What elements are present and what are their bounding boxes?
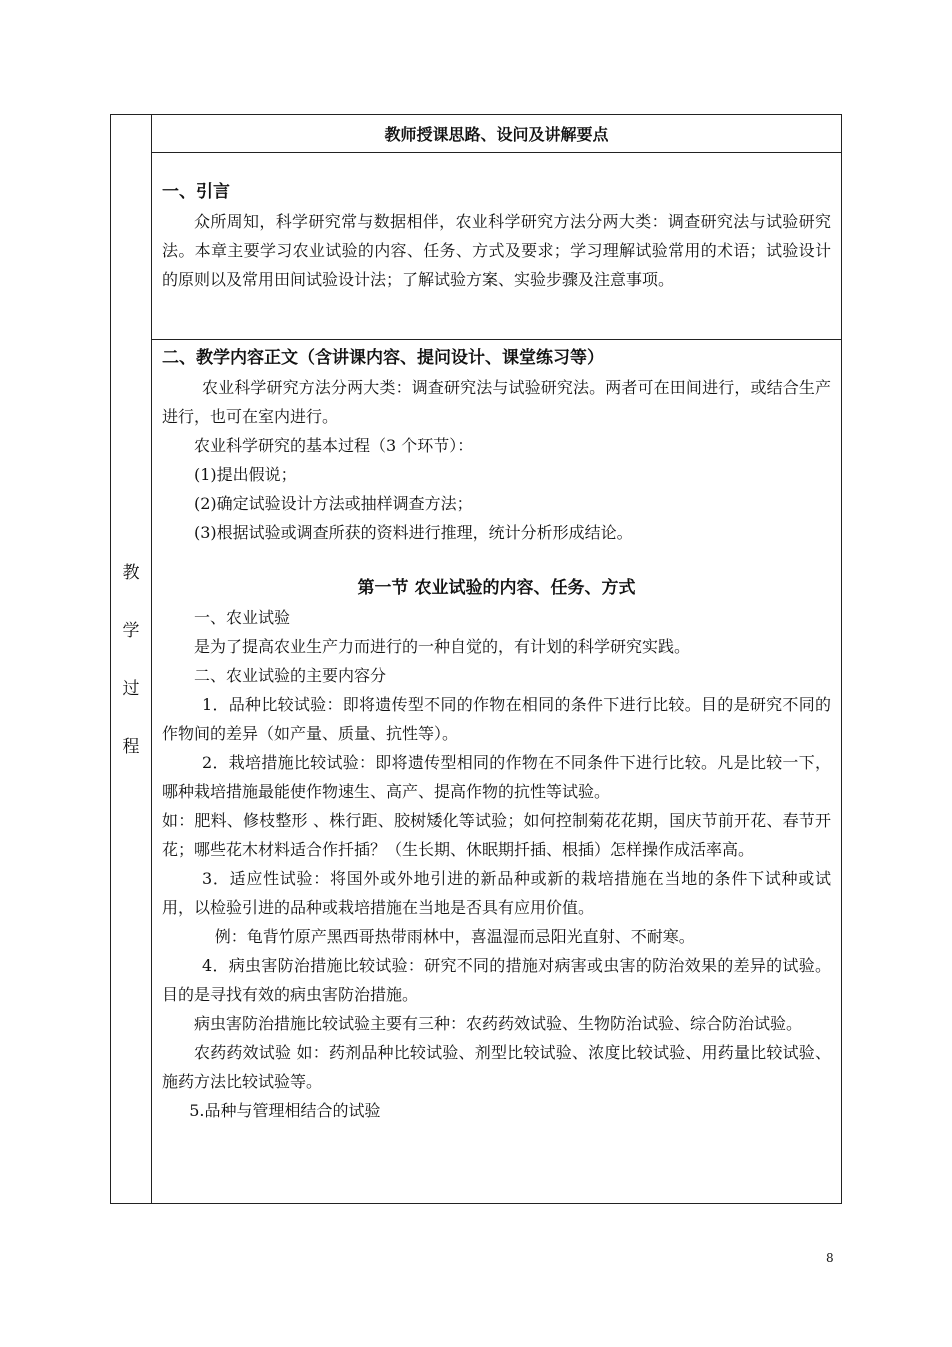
side-column — [111, 115, 152, 1203]
content-example: 如：肥料、修枝整形 、株行距、胶树矮化等试验；如何控制菊花花期，国庆节前开花、春节开花；哪些花木材料适合作扦插？（生长期、休眠期扦插、根插）怎样操作成活率高。 — [162, 811, 831, 859]
step-item: (3)根据试验或调查所获的资料进行推理，统计分析形成结论。 — [194, 523, 633, 542]
content-paragraph: 农药药效试验 如：药剂品种比较试验、剂型比较试验、浓度比较试验、用药量比较试验、施药方法比较试验等。 — [162, 1043, 831, 1091]
content-item: 3．适应性试验：将国外或外地引进的新品种或新的栽培措施在当地的条件下试种或试用，以检验引进的品种或栽培措施在当地是否具有应用价值。 — [162, 869, 831, 917]
content-item: 5.品种与管理相结合的试验 — [189, 1101, 381, 1120]
content-paragraph: 病虫害防治措施比较试验主要有三种：农药药效试验、生物防治试验、综合防治试验。 — [194, 1014, 803, 1033]
side-char: 程 — [122, 737, 140, 757]
content-item: 2．栽培措施比较试验：即将遗传型相同的作物在不同条件下进行比较。凡是比较一下，哪种栽培措施最能使作物速生、高产、提高作物的抗性等试验。 — [162, 753, 831, 801]
content-item: 4．病虫害防治措施比较试验：研究不同的措施对病害或虫害的防治效果的差异的试验。目的是寻找有效的病虫害防治措施。 — [162, 956, 831, 1004]
subsection-title: 一、农业试验 — [194, 608, 291, 627]
section-title: 第一节 农业试验的内容、任务、方式 — [357, 578, 636, 598]
intro-paragraph: 众所周知，科学研究常与数据相伴，农业科学研究方法分两大类：调查研究法与试验研究法。本章主要学习农业试验的内容、任务、方式及要求；学习理解试验常用的术语；试验设计的原则以及常用田间试验设计法；了解试验方案、实验步骤及注意事项。 — [162, 212, 831, 289]
intro-heading: 一、引言 — [162, 182, 230, 202]
intro-section — [152, 152, 841, 340]
teaching-process-label — [111, 562, 151, 794]
content-example: 例：龟背竹原产黑西哥热带雨林中，喜温湿而忌阳光直射、不耐寒。 — [214, 927, 695, 946]
subsection-title: 二、农业试验的主要内容分 — [194, 666, 387, 685]
content-paragraph: 是为了提高农业生产力而进行的一种自觉的，有计划的科学研究实践。 — [194, 637, 691, 656]
lesson-table — [110, 114, 842, 1204]
content-item: 1．品种比较试验：即将遗传型不同的作物在相同的条件下进行比较。目的是研究不同的作物间的差异（如产量、质量、抗性等）。 — [162, 695, 831, 743]
table-header: 教师授课思路、设问及讲解要点 — [152, 115, 841, 153]
page-number: 8 — [826, 1251, 834, 1265]
step-item: (1)提出假说； — [194, 465, 297, 484]
main-column — [152, 115, 841, 1203]
side-char: 过 — [122, 679, 140, 699]
side-char: 学 — [122, 621, 140, 641]
side-char: 教 — [122, 563, 140, 583]
step-item: (2)确定试验设计方法或抽样调查方法； — [194, 494, 473, 513]
content-paragraph: 农业科学研究方法分两大类：调查研究法与试验研究法。两者可在田间进行，或结合生产进行，也可在室内进行。 — [162, 378, 831, 426]
content-heading: 二、教学内容正文（含讲课内容、提问设计、课堂练习等） — [162, 348, 604, 368]
content-section — [152, 340, 841, 1203]
content-paragraph: 农业科学研究的基本过程（3 个环节）： — [194, 436, 474, 455]
